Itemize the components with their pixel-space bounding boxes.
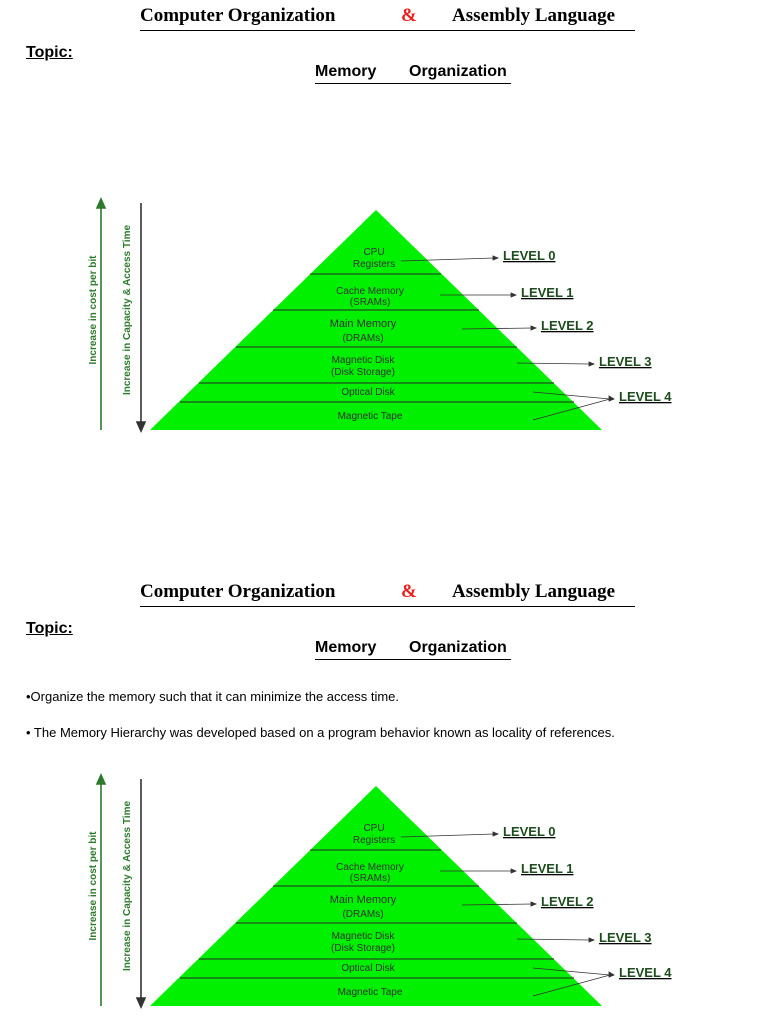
arrowhead-icon [589,938,594,942]
arrowhead-icon [493,256,498,260]
subtopic-part-2: Organization [409,63,507,80]
capacity-axis-label: Increase in Capacity & Access Time [122,800,133,972]
layer-label: Cache Memory [336,286,404,297]
memory-hierarchy-pyramid [0,771,768,1016]
layer-label: CPU [363,247,385,258]
level-label: LEVEL 0 [503,248,556,263]
down-arrow-icon [137,422,145,431]
title-part-1: Computer Organization [140,5,336,26]
level-label: LEVEL 3 [599,354,652,369]
arrowhead-icon [531,326,536,330]
layer-label: Main Memory [329,318,397,330]
level-label: LEVEL 0 [503,824,556,839]
subtopic-heading [315,63,511,84]
level-label: LEVEL 1 [521,285,574,300]
cost-axis-label: Increase in cost per bit [88,255,99,365]
arrowhead-icon [609,972,614,977]
layer-label: (DRAMs) [342,333,384,344]
layer-label: Magnetic Disk [331,355,395,366]
title-part-2: Assembly Language [452,581,616,602]
topic-label: Topic: [26,620,73,637]
layer-label: Main Memory [329,894,397,906]
layer-label: (Disk Storage) [331,943,395,954]
up-arrow-icon [97,199,105,208]
subtopic-part-1: Memory [315,63,377,80]
layer-label: Cache Memory [336,862,404,873]
up-arrow-icon [97,775,105,784]
subtopic-heading [315,639,511,660]
capacity-axis-label: Increase in Capacity & Access Time [122,224,133,396]
down-arrow-icon [137,998,145,1007]
cost-axis-label: Increase in cost per bit [88,831,99,941]
subtopic-part-2: Organization [409,639,507,656]
layer-label: (Disk Storage) [331,367,395,378]
level-label: LEVEL 4 [619,389,672,404]
bullet-point: •Organize the memory such that it can minimize the access time. [26,689,400,704]
title-ampersand: & [401,581,417,602]
subtopic-part-1: Memory [315,639,377,656]
topic-label: Topic: [26,44,73,61]
layer-label: Optical Disk [341,963,395,974]
slide-1 [0,0,768,500]
arrowhead-icon [511,293,516,297]
document-title [140,4,635,31]
layer-label: Registers [352,259,396,270]
layer-label: (SRAMs) [349,297,391,308]
bullet-point: • The Memory Hierarchy was developed based on a program behavior known as locality of references. [26,725,615,740]
level-label: LEVEL 3 [599,930,652,945]
title-ampersand: & [401,5,417,26]
arrowhead-icon [531,902,536,906]
arrowhead-icon [589,362,594,366]
memory-hierarchy-pyramid [0,195,768,440]
level-label: LEVEL 4 [619,965,672,980]
level-label: LEVEL 2 [541,894,594,909]
title-part-2: Assembly Language [452,5,616,26]
layer-label: Magnetic Disk [331,931,395,942]
layer-label: Optical Disk [341,387,395,398]
layer-label: (SRAMs) [349,873,391,884]
layer-label: Magnetic Tape [337,987,403,998]
arrowhead-icon [511,869,516,873]
level-label: LEVEL 2 [541,318,594,333]
arrowhead-icon [493,832,498,836]
title-part-1: Computer Organization [140,581,336,602]
arrowhead-icon [609,396,614,401]
layer-label: CPU [363,823,385,834]
level-label: LEVEL 1 [521,861,574,876]
layer-label: Registers [352,835,396,846]
slide-2 [0,576,768,1024]
document-title [140,580,635,607]
layer-label: Magnetic Tape [337,411,403,422]
layer-label: (DRAMs) [342,909,384,920]
